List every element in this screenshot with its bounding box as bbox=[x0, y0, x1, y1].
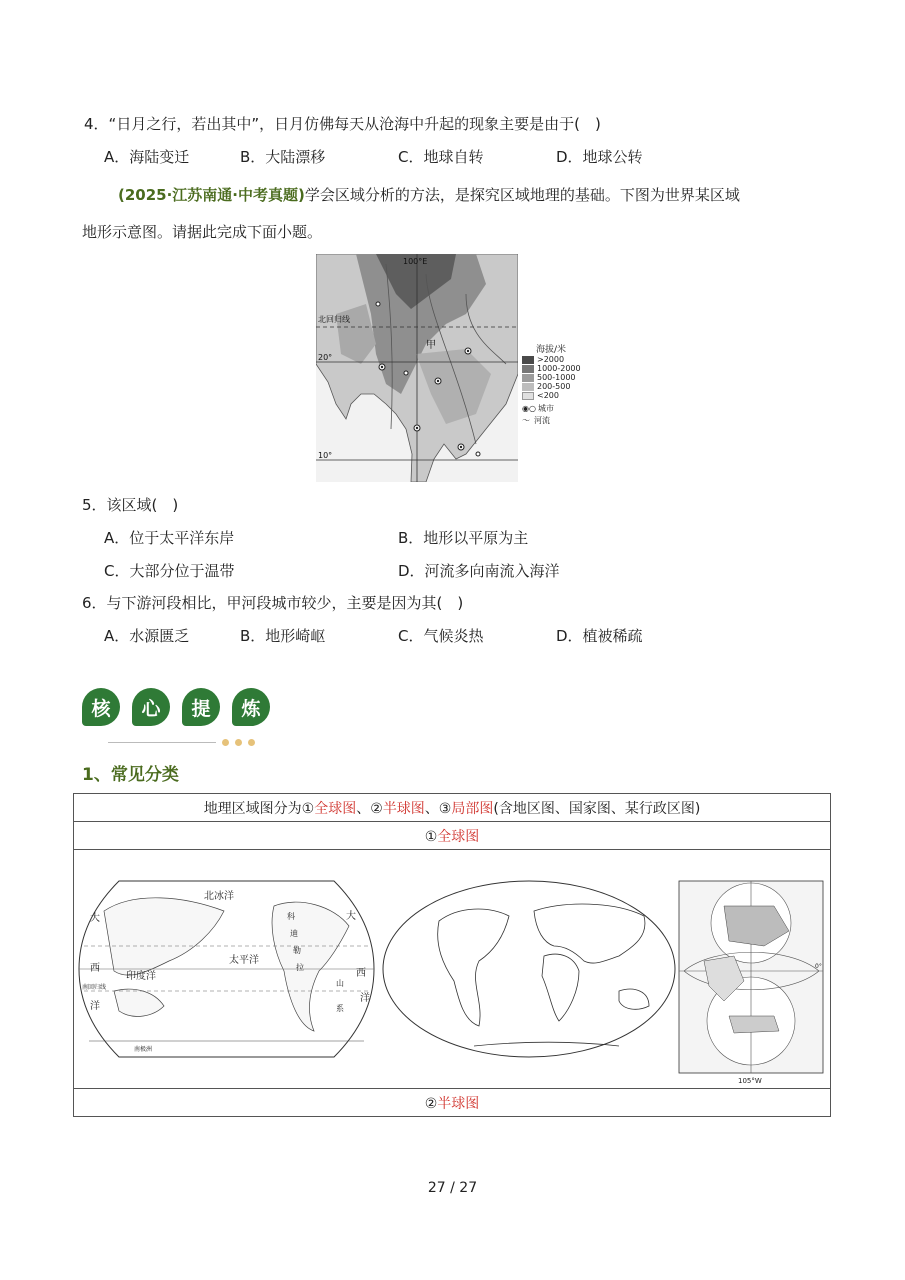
header-pre: 地理区域图分为① bbox=[203, 800, 315, 817]
polar-label-105w: 105°W bbox=[738, 1077, 762, 1085]
label-di: 迪 bbox=[290, 929, 298, 938]
label-da1: 大 bbox=[90, 913, 100, 924]
label-indian: 印度洋 bbox=[126, 971, 156, 982]
q5-option-a: A．位于太平洋东岸 bbox=[104, 529, 235, 547]
q6-option-b: B．地形崎岖 bbox=[240, 627, 326, 645]
legend-item-3 bbox=[522, 373, 602, 382]
world-maps-graphic bbox=[74, 851, 830, 1087]
question-4-stem: 4．“日月之行，若出其中”，日月仿佛每天从沧海中升起的现象主要是由于( ) bbox=[84, 115, 601, 133]
section-badges bbox=[82, 688, 270, 726]
row2-label: 半球图 bbox=[437, 1095, 480, 1112]
label-ke: 科 bbox=[287, 912, 295, 921]
row1-label: 全球图 bbox=[437, 828, 480, 845]
badge-2: 心 bbox=[132, 688, 170, 726]
label-xi3: 系 bbox=[336, 1004, 344, 1013]
table-row-hemisphere-title bbox=[74, 1089, 831, 1117]
global-title-cell bbox=[74, 822, 831, 850]
badge-4: 炼 bbox=[232, 688, 270, 726]
map-lat20-label: 20° bbox=[318, 353, 333, 362]
row1-num: ① bbox=[424, 828, 438, 845]
legend-title: 海拔/米 bbox=[536, 345, 567, 355]
label-pacific: 太平洋 bbox=[229, 955, 259, 966]
map-region-label: 甲 bbox=[426, 340, 436, 351]
q5-option-b: B．地形以平原为主 bbox=[398, 529, 529, 547]
intro-text-1: 学会区域分析的方法，是探究区域地理的基础。下图为世界某区域 bbox=[304, 186, 740, 204]
legend-item-1 bbox=[522, 355, 602, 364]
label-le: 勒 bbox=[293, 946, 301, 955]
label-yang2: 洋 bbox=[360, 993, 370, 1004]
page-number: 27 / 27 bbox=[427, 1180, 478, 1196]
map-tropic-label: 北回归线 bbox=[318, 315, 350, 324]
source-tag: (2025·江苏南通·中考真题) bbox=[118, 186, 305, 204]
header-hemisphere: 半球图 bbox=[382, 800, 425, 817]
badge-1: 核 bbox=[82, 688, 120, 726]
legend-item-5 bbox=[522, 391, 602, 400]
table-header-row bbox=[74, 794, 831, 822]
table-row-global-title bbox=[74, 822, 831, 850]
legend-river bbox=[522, 416, 602, 425]
header-post: (含地区图、国家图、某行政区图) bbox=[493, 800, 701, 817]
legend-label-5: <200 bbox=[537, 391, 559, 400]
legend-river-label: 河流 bbox=[534, 416, 550, 425]
city-icon: ◉○ bbox=[522, 404, 536, 413]
label-arctic: 北冰洋 bbox=[204, 891, 234, 902]
intro-line-1 bbox=[118, 185, 740, 205]
label-antarctica: 南极洲 bbox=[134, 1046, 153, 1053]
q5-option-c: C．大部分位于温带 bbox=[104, 562, 235, 580]
badge-3: 提 bbox=[182, 688, 220, 726]
section-divider bbox=[108, 742, 216, 743]
legend-city-label: 城市 bbox=[537, 404, 554, 413]
header-local: 局部图 bbox=[451, 800, 494, 817]
label-la: 拉 bbox=[296, 963, 304, 972]
section-heading: 1、常见分类 bbox=[82, 765, 179, 785]
header-mid1: 、② bbox=[356, 800, 383, 817]
q4-option-d: D．地球公转 bbox=[556, 148, 643, 166]
label-tropic-s: 南回归线 bbox=[82, 984, 107, 991]
q4-option-b: B．大陆漂移 bbox=[240, 148, 326, 166]
map-legend bbox=[522, 346, 602, 436]
label-shan: 山 bbox=[336, 979, 344, 988]
q5-option-d: D．河流多向南流入海洋 bbox=[398, 562, 560, 580]
label-da2: 大 bbox=[346, 911, 356, 922]
header-mid2: 、③ bbox=[424, 800, 452, 817]
label-xi1: 西 bbox=[90, 963, 100, 974]
section-dots bbox=[222, 739, 255, 746]
polar-label-0: 0° bbox=[815, 963, 822, 970]
q6-option-d: D．植被稀疏 bbox=[556, 627, 643, 645]
table-row-maps bbox=[74, 850, 831, 1089]
question-5-stem: 5．该区域( ) bbox=[82, 496, 179, 514]
q4-option-a: A．海陆变迁 bbox=[104, 148, 190, 166]
topographic-map bbox=[316, 254, 518, 482]
map-lon-label: 100°E bbox=[403, 257, 428, 266]
legend-label-4: 200-500 bbox=[537, 382, 571, 391]
label-xi2: 西 bbox=[356, 968, 366, 979]
topographic-map-graphic bbox=[316, 254, 518, 482]
row2-num: ② bbox=[424, 1095, 438, 1112]
legend-label-1: >2000 bbox=[537, 355, 565, 364]
q6-option-a: A．水源匮乏 bbox=[104, 627, 190, 645]
legend-label-2: 1000-2000 bbox=[537, 364, 581, 373]
q6-option-c: C．气候炎热 bbox=[398, 627, 484, 645]
label-yang1: 洋 bbox=[90, 1001, 100, 1012]
header-global: 全球图 bbox=[314, 800, 357, 817]
legend-label-3: 500-1000 bbox=[537, 373, 576, 382]
q4-option-c: C．地球自转 bbox=[398, 148, 484, 166]
legend-item-4 bbox=[522, 382, 602, 391]
legend-city bbox=[522, 404, 602, 413]
river-icon: 〜 bbox=[522, 416, 530, 425]
hemisphere-title-cell bbox=[74, 1089, 831, 1117]
question-6-stem: 6．与下游河段相比，甲河段城市较少，主要是因为其( ) bbox=[82, 594, 464, 612]
legend-item-2 bbox=[522, 364, 602, 373]
classification-table bbox=[73, 793, 831, 1117]
map-lat10-label: 10° bbox=[318, 451, 333, 460]
maps-cell bbox=[74, 850, 831, 1089]
table-header-cell bbox=[74, 794, 831, 822]
intro-line-2: 地形示意图。请据此完成下面小题。 bbox=[82, 223, 323, 241]
